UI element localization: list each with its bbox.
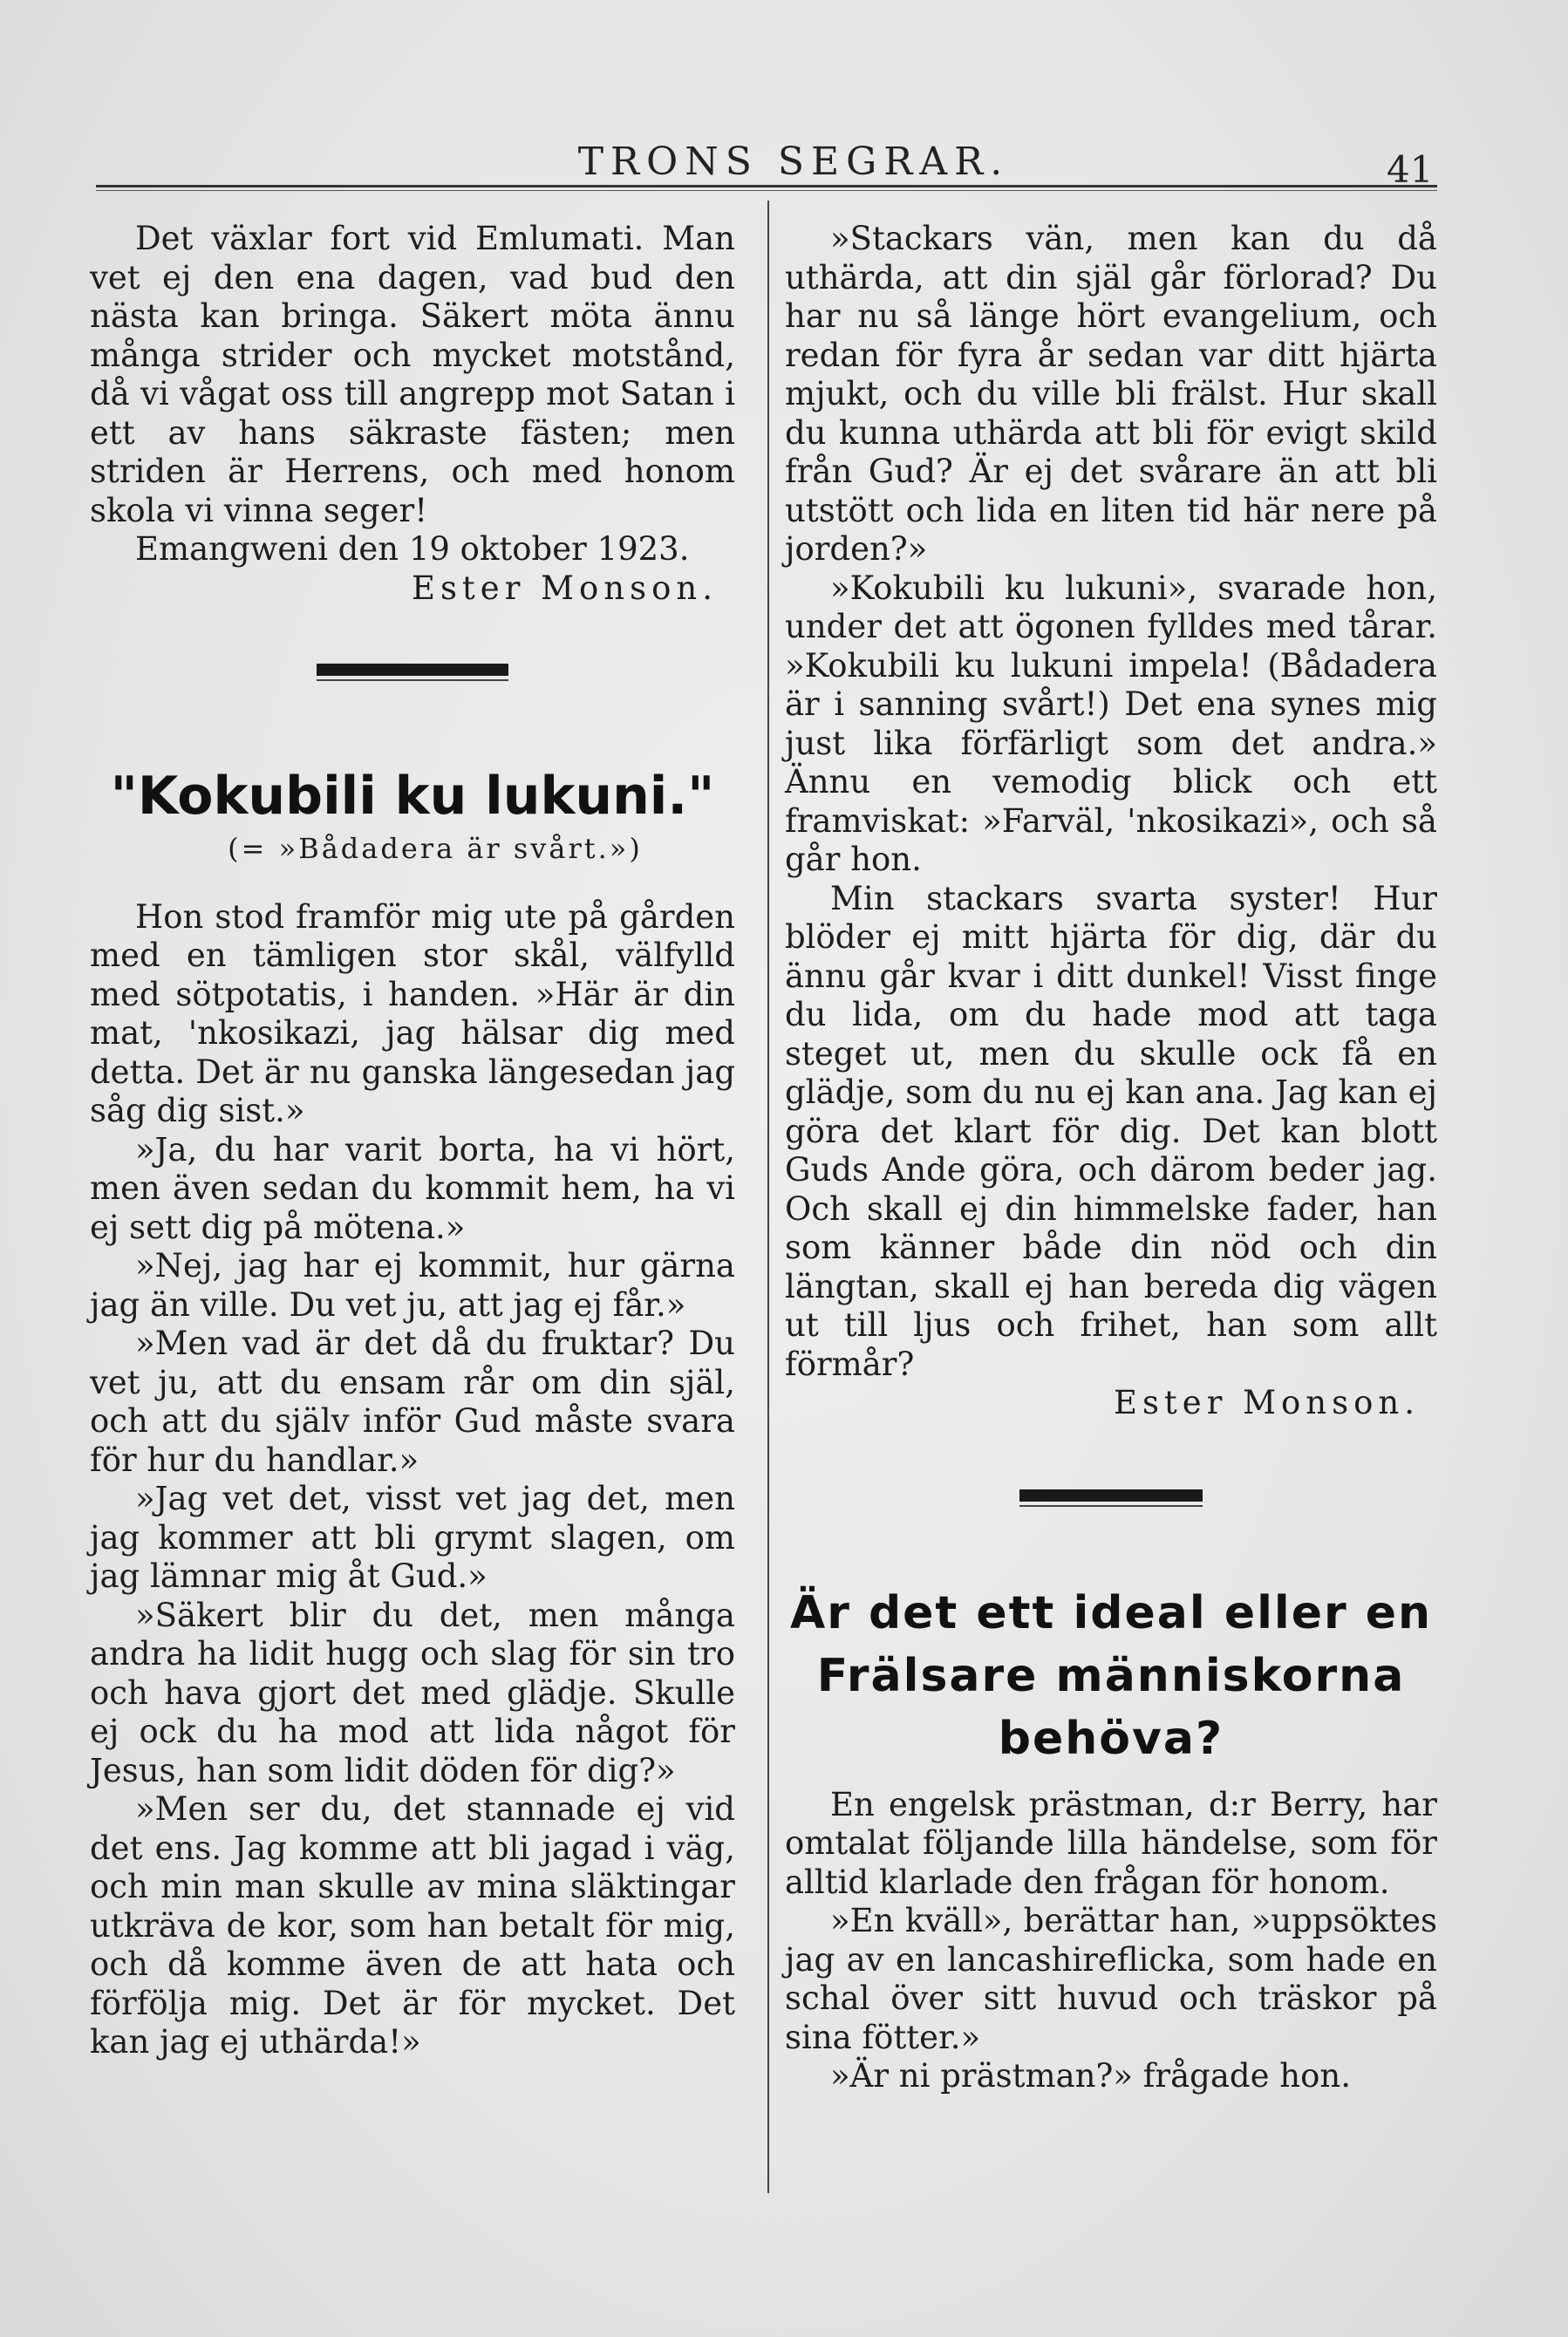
- article-paragraph: »Är ni prästman?» frågade hon.: [830, 2057, 1351, 2095]
- article-paragraph: »Jag vet det, visst vet jag det, men jag kommer att bli grymt slagen, om jag lämnar mig åt Gud.»: [90, 1480, 735, 1595]
- section-separator: [317, 664, 508, 676]
- article-title: [785, 1582, 1437, 1770]
- article-subtitle: (= »Bådadera är svårt.»): [228, 832, 643, 865]
- article-title-line: Frälsare människorna: [816, 1649, 1406, 1702]
- article-paragraph: »Men ser du, det stannade ej vid det ens. Jag komme att bli jagad i väg, och min man skulle av mina släktingar utkräva de kor, som han betalt för mig, och då komme även de att hata och förfölja mig. Det är för mycket. Det kan jag ej uthärda!»: [90, 1790, 735, 2061]
- article-title: "Kokubili ku lukuni.": [110, 766, 715, 827]
- article-paragraph: »Kokubili ku lukuni», svarade hon, under det att ögonen fylldes med tårar. »Kokubili ku lukuni impela! (Bådadera är i sanning svårt!) Det ena synes mig just lika förfärligt som det andra.» Ännu en vemodig blick och ett framviskat: »Farväl, 'nkosikazi», och så går hon.: [785, 569, 1437, 878]
- place-date: Emangweni den 19 oktober 1923.: [135, 530, 690, 568]
- article-paragraph: Hon stod framför mig ute på gården med en tämligen stor skål, välfylld med sötpotatis, i handen. »Här är din mat, 'nkosikazi, jag hälsar dig med detta. Det är nu ganska längesedan jag såg dig sist.»: [90, 897, 735, 1129]
- signature: Ester Monson.: [1113, 1384, 1420, 1421]
- running-title: TRONS SEGRAR.: [577, 140, 1010, 184]
- intro-paragraph: Det växlar fort vid Emlumati. Man vet ej den ena dagen, vad bud den nästa kan bringa. Säkert möta ännu många strider och mycket motstånd, då vi vågat oss till angrepp mot Satan i ett av hans säkraste fästen; men striden är Herrens, och med honom skola vi vinna seger!: [90, 220, 735, 529]
- article-title-line: behöva?: [998, 1712, 1224, 1765]
- article-paragraph: »Nej, jag har ej kommit, hur gärna jag än ville. Du vet ju, att jag ej får.»: [90, 1247, 735, 1324]
- article-paragraph: »En kväll», berättar han, »uppsöktes jag av en lancashireflicka, som hade en schal över sitt huvud och träskor på sina fötter.»: [785, 1902, 1437, 2056]
- article-paragraph: »Säkert blir du det, men många andra ha lidit hugg och slag för sin tro och hava gjort det med glädje. Skulle ej ock du ha mod att lida något för Jesus, han som lidit döden för dig?»: [90, 1596, 735, 1789]
- article-paragraph: »Men vad är det då du fruktar? Du vet ju, att du ensam rår om din själ, och att du själv inför Gud måste svara för hur du handlar.»: [90, 1325, 735, 1479]
- article-paragraph: Min stackars svarta syster! Hur blöder ej mitt hjärta för dig, där du ännu går kvar i ditt dunkel! Visst finge du lida, om du hade mod att taga steget ut, men du skulle ock få en glädje, som du nu ej kan ana. Jag kan ej göra det klart för dig. Det kan blott Guds Ande göra, och därom beder jag. Och skall ej din himmelske fader, han som känner både din nöd och din längtan, skall ej han bereda dig vägen ut till ljus och frihet, han som allt förmår?: [785, 879, 1437, 1383]
- section-separator: [1019, 1489, 1203, 1502]
- right-column: [785, 220, 1437, 2096]
- article-paragraph: »Stackars vän, men kan du då uthärda, att din själ går förlorad? Du har nu så länge hört evangelium, och redan för fyra år sedan var ditt hjärta mjukt, och du ville bli frälst. Hur skall du kunna uthärda att bli för evigt skild från Gud? Är ej det svårare än att bli utstött och lida en liten tid här nere på jorden?»: [785, 220, 1437, 568]
- article-paragraph: »Ja, du har varit borta, ha vi hört, men även sedan du kommit hem, ha vi ej sett dig på mötena.»: [90, 1130, 735, 1246]
- article-paragraph: En engelsk prästman, d:r Berry, har omtalat följande lilla händelse, som för alltid klarlade den frågan för honom.: [785, 1785, 1437, 1901]
- signature: Ester Monson.: [411, 569, 718, 607]
- left-column: [90, 220, 735, 2062]
- page-number: 41: [1387, 148, 1434, 191]
- article-title-line: Är det ett ideal eller en: [789, 1586, 1433, 1639]
- header-rule: [96, 185, 1437, 191]
- column-divider: [767, 201, 769, 2193]
